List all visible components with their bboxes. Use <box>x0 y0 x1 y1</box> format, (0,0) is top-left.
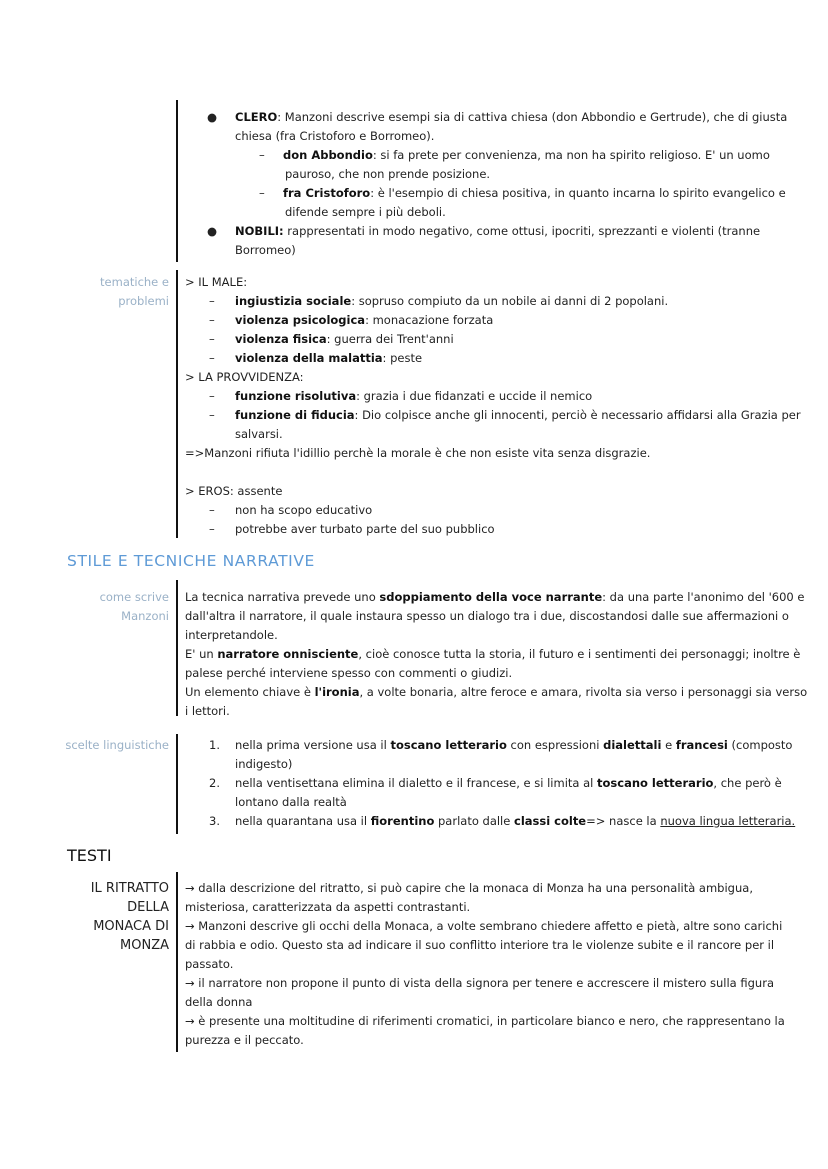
sub-don-abbondio: – don Abbondio: si fa prete per convenienza, ma non ha spirito religioso. E' un uomo <box>259 148 770 162</box>
margin-rule-testi <box>176 872 178 1052</box>
side-label-come-scrive: come scrive Manzoni <box>99 590 169 623</box>
margin-rule-temi <box>176 270 178 538</box>
temi-block: > IL MALE: – ingiustizia sociale: sopruso compiuto da un nobile ai danni di 2 popolani. – violenza psicologica: monacazione forzata – violenza fisica: guerra dei Trent'anni – violenza della malattia: peste > LA PROVVIDENZA: – funzione risolutiva: grazia i due fidanzati e uccide il nemico – funzione di fiducia: Dio colpisce anche gli innocenti, perciò è necessario affidarsi alla Grazia per salvarsi. =>Manzoni rifiuta l'idillio perchè la morale è che non esiste vita senza disgrazie. > EROS: assente – non ha scopo educativo – potrebbe aver turbato parte del suo pubblico <box>185 273 765 539</box>
scelte-list: 1. nella prima versione usa il toscano letterario con espressioni dialettali e francesi (composto indigesto) 2. nella ventisettana elimina il dialetto e il francese, e si limita al toscano letterario, che però è lontano dalla realtà 3. nella quarantana usa il fiorentino parlato dalle classi colte=> nasce la nuova lingua letteraria. <box>185 736 765 831</box>
eros-item: – non ha scopo educativo <box>209 503 373 517</box>
section-heading-stile: STILE E TECNICHE NARRATIVE <box>67 552 315 570</box>
list-item: 1. nella prima versione usa il toscano letterario con espressioni dialettali e francesi (composto <box>209 738 793 752</box>
side-label-scelte: scelte linguistiche <box>65 738 169 752</box>
provv-item: – funzione di fiducia: Dio colpisce anche gli innocenti, perciò è necessario affidarsi alla Grazia per <box>209 408 801 422</box>
male-item: – violenza della malattia: peste <box>209 351 423 365</box>
side-label-ritratto: IL RITRATTO DELLA MONACA DI MONZA <box>90 881 169 953</box>
testi-body: → dalla descrizione del ritratto, si può capire che la monaca di Monza ha una personalità ambigua, misteriosa, caratterizzata da aspetti contrastanti. → Manzoni descrive gli occhi della Monaca, a volte sembrano chiedere affetto e pietà, altre sono carichi di rabbia e odio. Questo sta ad indicare il suo conflitto interiore tra le violenze subite e il rancore per il passato. → il narratore non propone il punto di vista della signora per tenere e accrescere il mistero sulla figura della donna → è presente una moltitudine di riferimenti cromatici, in particolare bianco e nero, che rappresentano la purezza e il peccato. <box>185 881 785 1047</box>
margin-rule-clero <box>176 100 178 262</box>
margin-rule-stile <box>176 580 178 716</box>
list-item: 2. nella ventisettana elimina il dialetto e il francese, e si limita al toscano letterario, che però è <box>209 776 782 790</box>
bullet-clero: ● CLERO: Manzoni descrive esempi sia di cattiva chiesa (don Abbondio e Gertrude), che di giusta <box>185 108 765 127</box>
side-label-tematiche: tematiche e problemi <box>100 275 169 308</box>
stile-paragraphs: La tecnica narrativa prevede uno sdoppiamento della voce narrante: da una parte l'anonimo del '600 e dall'altra il narratore, il quale instaura spesso un dialogo tra i due, discostandosi dalle sue affermazioni o interpretandole. E' un narratore onnisciente, cioè conosce tutta la storia, il futuro e i sentimenti dei personaggi; inoltre è palese perché interviene spesso con commenti o giudizi. Un elemento chiave è l'ironia, a volte bonaria, altre feroce e amara, rivolta sia verso i personaggi sia verso i lettori. <box>185 590 808 718</box>
margin-rule-scelte <box>176 734 178 834</box>
bullet-dot-icon: ● <box>207 110 218 124</box>
bullet-nobili: ● NOBILI: rappresentati in modo negativo, come ottusi, ipocriti, sprezzanti e violenti (tranne <box>185 222 765 241</box>
clero-block: ● CLERO: Manzoni descrive esempi sia di cattiva chiesa (don Abbondio e Gertrude), che di giusta chiesa (fra Cristoforo e Borromeo). – don Abbondio: si fa prete per convenienza, ma non ha spirito religioso. E' un uomo pauroso, che non prende posizione. – fra Cristoforo: è l'esempio di chiesa positiva, in quanto incarna lo spirito evangelico e difende sempre i più deboli. ● NOBILI: rappresentati in modo negativo, come ottusi, ipocriti, sprezzanti e violenti (tranne Borromeo) <box>185 108 765 260</box>
male-item: – violenza fisica: guerra dei Trent'anni <box>209 332 454 346</box>
sub-fra-cristoforo: – fra Cristoforo: è l'esempio di chiesa positiva, in quanto incarna lo spirito evangelico e <box>259 186 786 200</box>
section-heading-testi: TESTI <box>67 846 112 865</box>
provv-item: – funzione risolutiva: grazia i due fidanzati e uccide il nemico <box>209 389 593 403</box>
bullet-dot-icon: ● <box>207 224 218 238</box>
male-item: – ingiustizia sociale: sopruso compiuto da un nobile ai danni di 2 popolani. <box>209 294 669 308</box>
male-item: – violenza psicologica: monacazione forzata <box>209 313 494 327</box>
eros-item: – potrebbe aver turbato parte del suo pubblico <box>209 522 495 536</box>
list-item: 3. nella quarantana usa il fiorentino parlato dalle classi colte=> nasce la nuova lingua letteraria. <box>209 814 796 828</box>
